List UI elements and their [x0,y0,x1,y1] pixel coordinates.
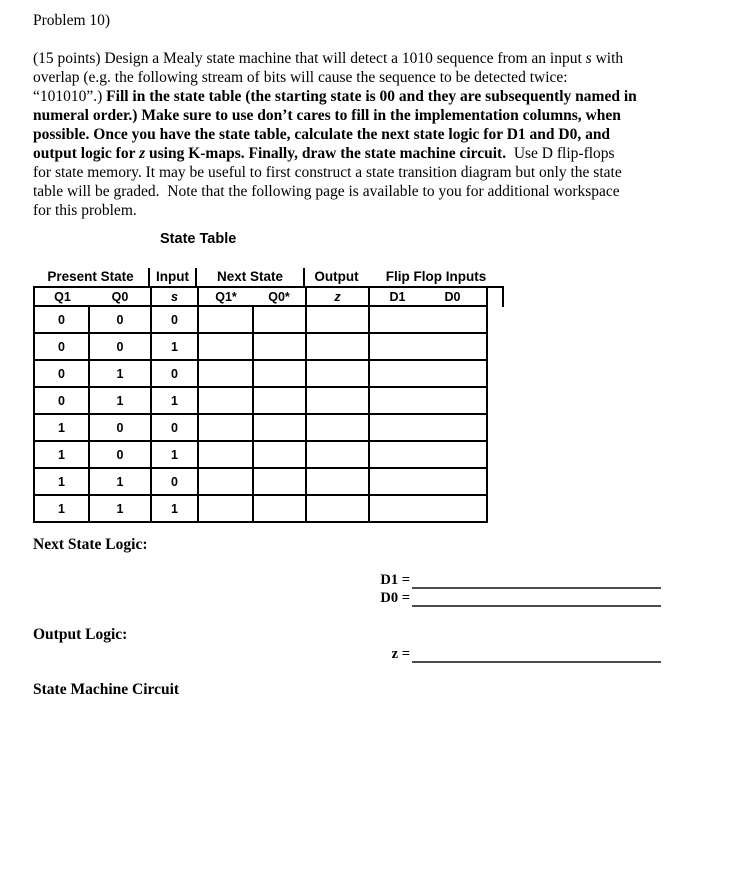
table-row [34,468,487,495]
cell-ff-inputs-empty [369,306,487,333]
text-run: “101010”.) [33,88,107,105]
table-row [34,441,487,468]
cell-s: 0 [151,360,198,387]
cell-s: 1 [151,495,198,522]
state-machine-circuit-heading: State Machine Circuit [33,681,180,698]
col-header-d0: D0 [444,289,461,304]
group-header-next-state: Next State [197,268,305,286]
paragraph-line [33,125,637,144]
col-header-q1: Q1 [54,289,71,304]
table-row [34,306,487,333]
col-header-z: z [306,288,369,306]
cell-q0: 1 [89,360,151,387]
cell-q1: 0 [34,387,89,414]
cell-z-empty [306,441,369,468]
table-corner-tab [502,288,504,307]
output-logic-equations [373,645,661,663]
col-header-q0-next: Q0* [268,289,290,304]
group-header-present-state: Present State [33,268,150,286]
group-header-flip-flop-inputs: Flip Flop Inputs [385,269,487,284]
cell-q0-next-empty [253,495,306,522]
cell-q0: 0 [89,414,151,441]
paragraph-line [33,163,637,182]
cell-q0: 1 [89,387,151,414]
text-run: possible. Once you have the state table, calculate the next state logic for D1 and D0, and [33,126,611,143]
d1-answer-blank [412,571,661,589]
z-answer-blank [412,645,661,663]
cell-z-empty [306,495,369,522]
paragraph-line [33,106,637,125]
cell-q0-next-empty [253,360,306,387]
cell-q1: 1 [34,468,89,495]
cell-z-empty [306,333,369,360]
cell-z-empty [306,414,369,441]
cell-s: 1 [151,387,198,414]
output-logic-heading: Output Logic: [33,626,128,643]
cell-q1: 0 [34,360,89,387]
text-run: (15 points) Design a Mealy state machine that will detect a 1010 sequence from an input [33,50,586,67]
paragraph-line [33,182,637,201]
table-row [34,333,487,360]
text-run: output logic for [33,145,140,162]
cell-q1-next-empty [198,360,253,387]
cell-q0-next-empty [253,441,306,468]
cell-ff-inputs-empty [369,333,487,360]
cell-q0-next-empty [253,306,306,333]
col-header-q1-next: Q1* [215,289,237,304]
cell-ff-inputs-empty [369,414,487,441]
table-row [34,495,487,522]
text-run: overlap (e.g. the following stream of bits will cause the sequence to be detected twice: [33,69,568,86]
text-run: for state memory. It may be useful to first construct a state transition diagram but only the state [33,164,622,181]
cell-ff-inputs-empty [369,468,487,495]
problem-title: Problem 10) [33,12,111,29]
d1-equation-label: D1 = [380,572,410,588]
cell-q0-next-empty [253,333,306,360]
table-subheader-row [34,288,487,306]
col-header-present-state-bits [34,288,151,306]
cell-q0: 0 [89,306,151,333]
z-equation [373,645,661,663]
cell-q0: 1 [89,495,151,522]
text-run: table will be graded. Note that the following page is available to you for additional workspace [33,183,620,200]
col-header-q0: Q0 [111,289,129,304]
cell-q1-next-empty [198,414,253,441]
text-run: Use D flip-flops [506,145,615,162]
text-run: Fill in the state table (the starting state is 00 and they are subsequently named in [106,88,637,105]
table-row [34,360,487,387]
cell-q0: 0 [89,441,151,468]
cell-ff-inputs-empty [369,441,487,468]
cell-q1-next-empty [198,306,253,333]
col-header-next-state-bits [198,288,306,306]
cell-q1-next-empty [198,441,253,468]
d1-equation [373,571,661,589]
cell-q1: 0 [34,306,89,333]
cell-q1: 1 [34,441,89,468]
cell-q1-next-empty [198,387,253,414]
problem-description [33,49,637,220]
cell-q0-next-empty [253,468,306,495]
cell-q0: 0 [89,333,151,360]
text-run: with [591,50,624,67]
cell-s: 1 [151,333,198,360]
text-run: s [585,50,592,67]
col-header-s: s [151,288,198,306]
col-header-d1: D1 [389,289,406,304]
cell-s: 0 [151,414,198,441]
cell-s: 1 [151,441,198,468]
cell-ff-inputs-empty [369,387,487,414]
group-header-output: Output [314,269,359,284]
col-header-flip-flop-inputs [369,288,487,306]
cell-q0-next-empty [253,387,306,414]
z-equation-label: z = [391,646,410,662]
cell-q1: 1 [34,495,89,522]
state-table-grid [33,288,488,523]
d0-answer-blank [412,589,661,607]
d0-equation [373,589,661,607]
paragraph-line [33,144,637,163]
cell-q1-next-empty [198,495,253,522]
cell-q1-next-empty [198,468,253,495]
cell-z-empty [306,360,369,387]
state-table-title: State Table [160,231,237,247]
paragraph-line [33,201,637,220]
text-run: numeral order.) Make sure to use don’t cares to fill in the implementation columns, when [33,107,621,124]
cell-ff-inputs-empty [369,360,487,387]
cell-ff-inputs-empty [369,495,487,522]
cell-s: 0 [151,468,198,495]
text-run: z [139,145,146,162]
cell-q1: 1 [34,414,89,441]
next-state-logic-heading: Next State Logic: [33,536,148,553]
table-row [34,414,487,441]
cell-z-empty [306,306,369,333]
paragraph-line [33,68,637,87]
cell-q0-next-empty [253,414,306,441]
cell-s: 0 [151,306,198,333]
cell-z-empty [306,387,369,414]
group-header-input: Input [150,268,197,286]
state-table [33,268,504,523]
cell-q1-next-empty [198,333,253,360]
cell-q1: 0 [34,333,89,360]
paragraph-line [33,49,637,68]
table-group-header-row [33,268,504,288]
text-run: for this problem. [33,202,137,219]
d0-equation-label: D0 = [380,590,410,606]
next-state-logic-equations [373,571,661,607]
table-row [34,387,487,414]
cell-q0: 1 [89,468,151,495]
cell-z-empty [306,468,369,495]
paragraph-line [33,87,637,106]
text-run: using K-maps. Finally, draw the state machine circuit. [145,145,507,162]
